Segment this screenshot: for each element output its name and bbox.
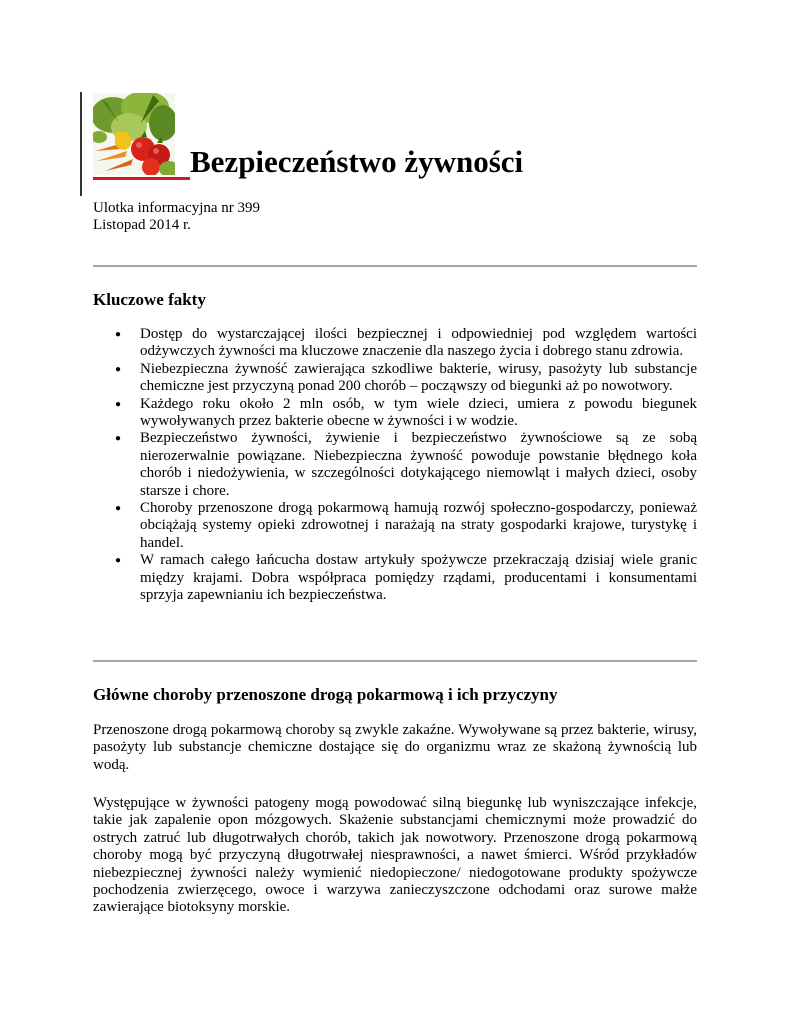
section-divider: [93, 660, 697, 662]
list-item: [93, 361, 697, 396]
list-item: [93, 430, 697, 500]
title-accent-underline: [93, 177, 190, 180]
diseases-paragraph-1: Przenoszone drogą pokarmową choroby są zwykle zakaźne. Wywoływane są przez bakterie, wirusy, pasożyty lub substancje chemiczne dostające się do organizmu wraz ze skażoną żywnością lub wodą.: [93, 722, 697, 773]
list-item-text: W ramach całego łańcucha dostaw artykuły spożywcze przekraczają dzisiaj wiele granic między krajami. Dobra współpraca pomiędzy rządami, producentami i konsumentami sprzyja zapewnianiu ich bezpieczeństwa.: [140, 552, 697, 604]
factsheet-number: Ulotka informacyjna nr 399: [93, 200, 261, 216]
list-item-text: Każdego roku około 2 mln osób, w tym wiele dzieci, umiera z powodu biegunek wywoływanych przez bakterie obecne w żywności i w wodzie.: [140, 395, 697, 430]
bullet-icon: ●: [115, 329, 122, 340]
list-item: [93, 552, 697, 604]
header-side-rule: [80, 92, 82, 196]
list-item: [93, 500, 697, 552]
publication-date: Listopad 2014 r.: [93, 217, 191, 233]
section-divider: [93, 265, 697, 267]
list-item-text: Choroby przenoszone drogą pokarmową hamują rozwój społeczno-gospodarczy, ponieważ obciążają systemy opieki zdrowotnej i narażają na straty gospodarki krajowe, turystykę i handel.: [140, 500, 697, 551]
document-meta: [93, 200, 260, 234]
diseases-paragraph-2: Występujące w żywności patogeny mogą powodować silną biegunkę lub wyniszczające infekcje, takie jak zapalenie opon mózgowych. Skażenie substancjami chemicznymi może prowadzić do ostrych zatruć lub długotrwałych chorób, takich jak nowotwory. Przenoszone drogą pokarmową choroby mogą być przyczyną długotrwałej niesprawności, a nawet śmierci. Wśród przykładów niebezpiecznej żywności należy wymienić niedopieczone/ niedogotowane produkty spożywcze pochodzenia zwierzęcego, owoce i warzywa zanieczyszczone odchodami oraz surowe małże zawierające biotoksyny morskie.: [93, 795, 697, 916]
list-item-text: Bezpieczeństwo żywności, żywienie i bezpieczeństwo żywnościowe są ze sobą nierozerwalnie powiązane. Niebezpieczna żywność powoduje powstanie błędnego koła chorób i niedożywienia, w szczególności dotykającego niemowląt i małych dzieci, osoby starsze i chore.: [140, 430, 697, 499]
bullet-icon: ●: [115, 398, 122, 410]
page-title: Bezpieczeństwo żywności: [190, 144, 524, 179]
bullet-icon: ●: [115, 555, 122, 567]
list-item-text: Dostęp do wystarczającej ilości bezpiecznej i odpowiedniej pod względem wartości odżywczych żywności ma kluczowe znaczenie dla naszego życia i dobrego stanu zdrowia.: [140, 326, 697, 360]
list-item: [93, 326, 697, 361]
key-facts-heading: Kluczowe fakty: [93, 290, 206, 309]
list-item: [93, 396, 697, 431]
bullet-icon: ●: [115, 503, 122, 515]
key-facts-list: [93, 326, 697, 605]
list-item-text: Niebezpieczna żywność zawierająca szkodliwe bakterie, wirusy, pasożyty lub substancje chemiczne jest przyczyną ponad 200 chorób – począwszy od biegunki aż po nowotwory.: [140, 360, 697, 395]
vegetables-photo-icon: [93, 93, 175, 175]
bullet-icon: ●: [115, 433, 122, 445]
diseases-heading: Główne choroby przenoszone drogą pokarmową i ich przyczyny: [93, 685, 558, 704]
bullet-icon: ●: [115, 363, 122, 375]
